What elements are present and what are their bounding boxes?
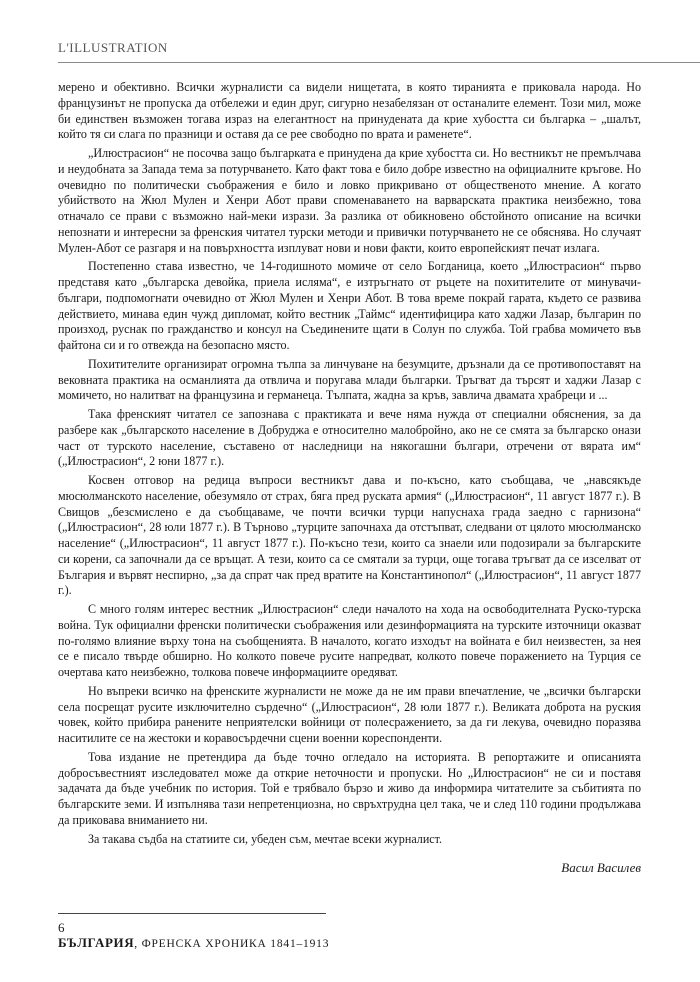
- paragraph: Похитителите организират огромна тълпа за линчуване на безумците, дръзнали да се противопоставят на вековната практика на османлията да отвлича и поругава млади българки. Тръгват да търсят и хаджи Лазар с момичето, но налитват на французина и германеца. Тълпата, жадна за кръв, завлича двамата храбреци и ...: [58, 356, 641, 403]
- paragraph: Косвен отговор на редица въпроси вестникът дава и по-късно, като съобщава, че „навсякъде мюсюлманското население, обезумяло от страх, бяга пред руската армия“ („Илюстрасион“, 11 август 1877 г.). В Свищов „безсмислено е да съобщаваме, че почти всички турци напуснаха града заедно с гарнизона“ („Илюстрасион“, 28 юли 1877 г.). В Търново „турците започнаха да отстъпват, следвани от цялото мюсюлманско население“ („Илюстрасион“, 11 август 1877 г.). По-късно тези, които са знаели или подозирали за българските си корени, са започнали да се връщат. А тези, които са се смятали за турци, още тогава тръгват да се изселват от България и вървят неспирно, „за да спрат чак пред вратите на Константинопол“ („Илюстрасион“, 11 август 1877 г.).: [58, 473, 641, 598]
- page-number: 6: [58, 920, 65, 935]
- book-title-main: БЪЛГАРИЯ: [58, 935, 135, 950]
- footer-rule: [58, 913, 326, 914]
- author-signature: Васил Василев: [561, 860, 641, 875]
- book-title-subtitle: , ФРЕНСКА ХРОНИКА 1841–1913: [134, 938, 330, 950]
- running-header: L'ILLUSTRATION: [58, 40, 168, 55]
- paragraph: Така френският читател се запознава с практиката и вече няма нужда от специални обяснения, за да разбере как „българското население в Добруджа е относително малобройно, ако не се смята за българско онази част от турското население, съставено от наследници на някогашни българи, отречени от вярата им“ („Илюстрасион“, 2 юни 1877 г.).: [58, 407, 641, 469]
- paragraph: Но въпреки всичко на френските журналисти не може да не им прави впечатление, че „всички български села посрещат русите изключително сърдечно“ („Илюстрасион“, 28 юли 1877 г.). Великата доброта на руския човек, който прибира ранените неприятелски войници от полесражението, за да ги лекува, очевидно поразява наситилите се на жестоки и коравосърдечни сцени военни кореспонденти.: [58, 683, 641, 745]
- paragraph: Постепенно става известно, че 14-годишното момиче от село Богданица, което „Илюстрасион“ първо представя като „българска девойка, приела исляма“, е изтръгнато от ръцете на похитителите от минувачи-българи, подпомогнати очевидно от Жюл Мулен и Хенри Абот. В това време покрай гарата, където се развива действието, минава един чужд дипломат, който вестник „Таймс“ идентифицира като хаджи Лазар, българин по произход, руснак по гражданство и консул на Съединените щати в Солун по служба. Той грабва момичето във файтона си и го отвежда на безопасно място.: [58, 259, 641, 352]
- paragraph: „Илюстрасион“ не посочва защо българката е принудена да крие хубостта си. Но вестникът не премълчава и неудобната за Запада тема за потурчването. Като факт това е било добре известно на официалните кръгове. Но очевидно по политически съображения е било и ловко прикривано от общественото мнение. А когато убийството на Жюл Мулен и Хенри Абот прави споменаването на варварската практика неизбежно, това отначало се прави с възможно най-меки изрази. За разлика от обикновено обстойното описание на всички непознати и интересни за френския читател турски методи и привички потурчването не се обяснява. Но случаят Мулен-Абот се разгаря и на повърхността изплуват нови и нови факти, които европейският печат излага.: [58, 146, 641, 255]
- paragraph: мерено и обективно. Всички журналисти са видели нищетата, в която тиранията е приковала народа. Но французинът не пропуска да отбележи и един друг, сигурно незабелязан от останалите елемент. Този мил, може би единствен възможен тогава израз на елегантност на принудената да крие хубостта си българка – „шалът, който тя си слага по празници и оставя да се рее свободно по врата и раменете“.: [58, 80, 641, 142]
- paragraph: С много голям интерес вестник „Илюстрасион“ следи началото на хода на освободителната Руско-турска война. Тук официални френски политически съображения или дезинформацията на турските източници оказват по-голямо влияние върху тона на съобщенията. В началото, когато изходът на войната е бил неизвестен, за нея се е писало твърде обширно. Но колкото повече русите напредват, колкото повече поражението на Турция се очертава като неизбежно, толкова повече информациите оредяват.: [58, 602, 641, 679]
- paragraph: За такава съдба на статиите си, убеден съм, мечтае всеки журналист.: [88, 831, 443, 846]
- header-rule: [58, 62, 700, 63]
- paragraph: Това издание не претендира да бъде точно огледало на историята. В репортажите и описанията добросъвестният изследовател може да открие неточности и пропуски. Но „Илюстрасион“ не си и поставя задачата да бъде учебник по история. Той е трябвало бързо и живо да информира читателите за събитията по българските земи. И изпълнява тази непретенциозна, но свръхтрудна цел така, че и след 110 години продължава да приковава вниманието ни.: [58, 749, 641, 827]
- article-body: [58, 80, 641, 850]
- book-title: [58, 935, 329, 951]
